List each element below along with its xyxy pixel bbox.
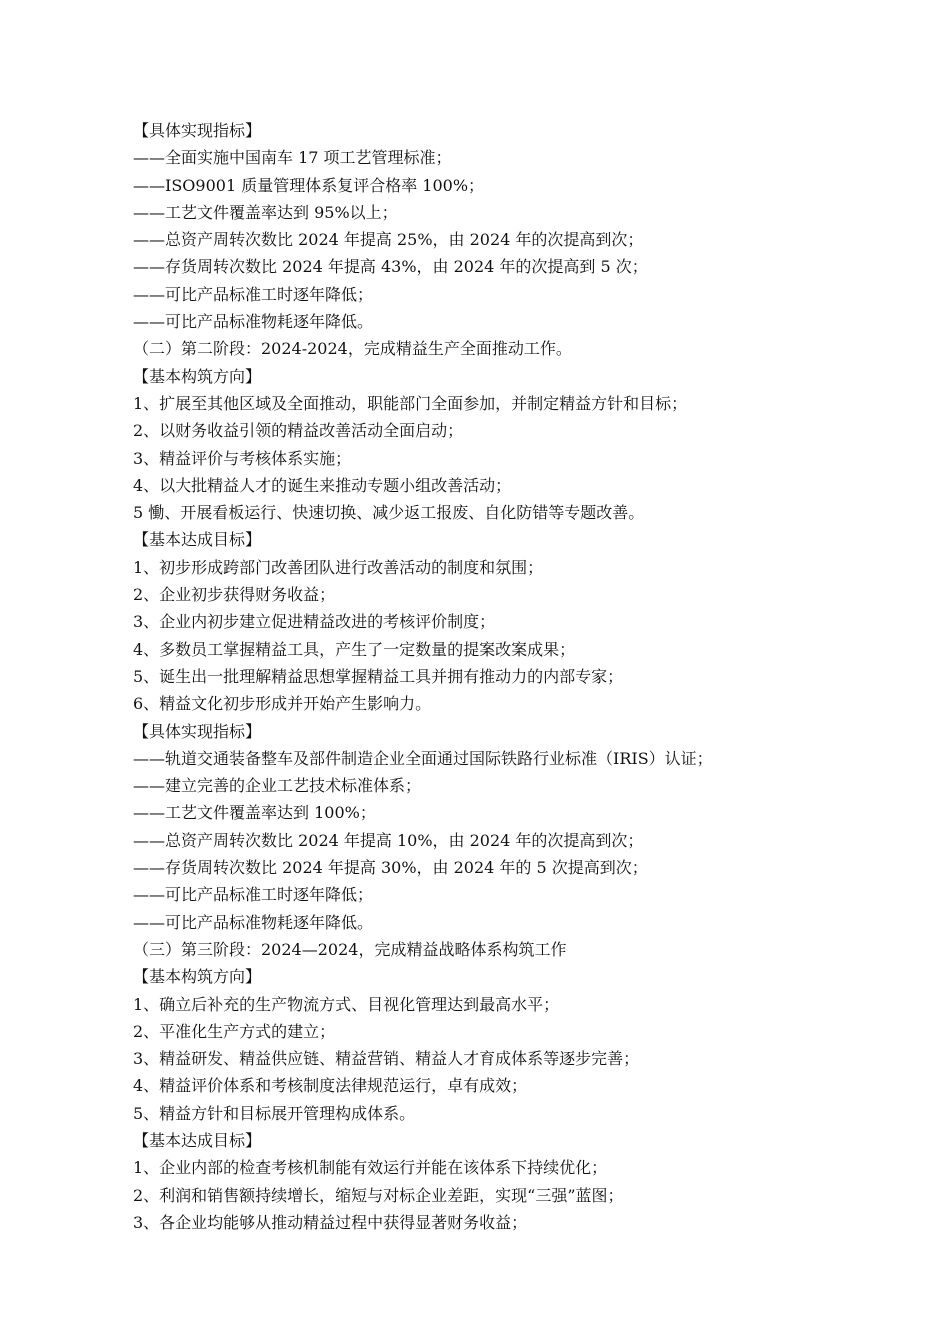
list-item: ——可比产品标准工时逐年降低； <box>133 885 374 905</box>
list-item: ——总资产周转次数比 2024 年提高 25%，由 2024 年的次提高到次； <box>133 230 644 250</box>
list-item: ——存货周转次数比 2024 年提高 30%，由 2024 年的 5 次提高到次； <box>133 858 648 878</box>
list-item: ——建立完善的企业工艺技术标准体系； <box>133 776 422 796</box>
list-item: ——全面实施中国南车 17 项工艺管理标准； <box>133 148 452 168</box>
section-heading-indicators: 【具体实现指标】 <box>133 721 262 741</box>
list-item: 6、精益文化初步形成并开始产生影响力。 <box>133 694 432 714</box>
list-item: 1、初步形成跨部门改善团队进行改善活动的制度和氛围； <box>133 557 544 577</box>
list-item: 4、多数员工掌握精益工具，产生了一定数量的提案改案成果； <box>133 639 576 659</box>
list-item: ——可比产品标准物耗逐年降低。 <box>133 312 374 332</box>
list-item: 1、扩展至其他区域及全面推动，职能部门全面参加，并制定精益方针和目标； <box>133 393 688 413</box>
list-item: ——工艺文件覆盖率达到 100%； <box>133 803 376 823</box>
list-item: ——可比产品标准物耗逐年降低。 <box>133 912 374 932</box>
stage-heading: （二）第二阶段：2024-2024，完成精益生产全面推动工作。 <box>133 339 572 359</box>
list-item: 3、各企业均能够从推动精益过程中获得显著财务收益； <box>133 1212 528 1232</box>
section-heading-direction: 【基本构筑方向】 <box>133 967 262 987</box>
section-heading-goals: 【基本达成目标】 <box>133 1130 262 1150</box>
list-item: 2、利润和销售额持续增长，缩短与对标企业差距，实现“三强”蓝图； <box>133 1185 624 1205</box>
section-heading-direction: 【基本构筑方向】 <box>133 366 262 386</box>
list-item: 5 慟、开展看板运行、快速切换、减少返工报废、自化防错等专题改善。 <box>133 503 645 523</box>
section-heading-indicators: 【具体实现指标】 <box>133 121 262 140</box>
list-item: 1、确立后补充的生产物流方式、目视化管理达到最高水平； <box>133 994 560 1014</box>
list-item: ——轨道交通装备整车及部件制造企业全面通过国际铁路行业标准（IRIS）认证； <box>133 748 713 768</box>
list-item: ——总资产周转次数比 2024 年提高 10%，由 2024 年的次提高到次； <box>133 830 644 850</box>
list-item: 5、诞生出一批理解精益思想掌握精益工具并拥有推动力的内部专家； <box>133 666 624 686</box>
list-item: 2、平准化生产方式的建立； <box>133 1021 336 1041</box>
list-item: ——工艺文件覆盖率达到 95%以上； <box>133 202 398 222</box>
section-heading-goals: 【基本达成目标】 <box>133 530 262 550</box>
list-item: 3、企业内初步建立促进精益改进的考核评价制度； <box>133 612 496 632</box>
list-item: 2、企业初步获得财务收益； <box>133 585 336 605</box>
list-item: 3、精益评价与考核体系实施； <box>133 448 352 468</box>
list-item: ——存货周转次数比 2024 年提高 43%，由 2024 年的次提高到 5 次； <box>133 257 648 277</box>
list-item: 1、企业内部的检查考核机制能有效运行并能在该体系下持续优化； <box>133 1158 608 1178</box>
document-body <box>133 117 833 1236</box>
stage-heading: （三）第三阶段：2024—2024，完成精益战略体系构筑工作 <box>133 939 567 959</box>
list-item: 3、精益研发、精益供应链、精益营销、精益人才育成体系等逐步完善； <box>133 1049 640 1069</box>
list-item: 5、精益方针和目标展开管理构成体系。 <box>133 1103 416 1123</box>
list-item: 4、精益评价体系和考核制度法律规范运行，卓有成效； <box>133 1076 528 1096</box>
list-item: 2、以财务收益引领的精益改善活动全面启动； <box>133 421 464 441</box>
list-item: 4、以大批精益人才的诞生来推动专题小组改善活动； <box>133 475 512 495</box>
list-item: ——ISO9001 质量管理体系复评合格率 100%； <box>133 175 485 195</box>
list-item: ——可比产品标准工时逐年降低； <box>133 284 374 304</box>
